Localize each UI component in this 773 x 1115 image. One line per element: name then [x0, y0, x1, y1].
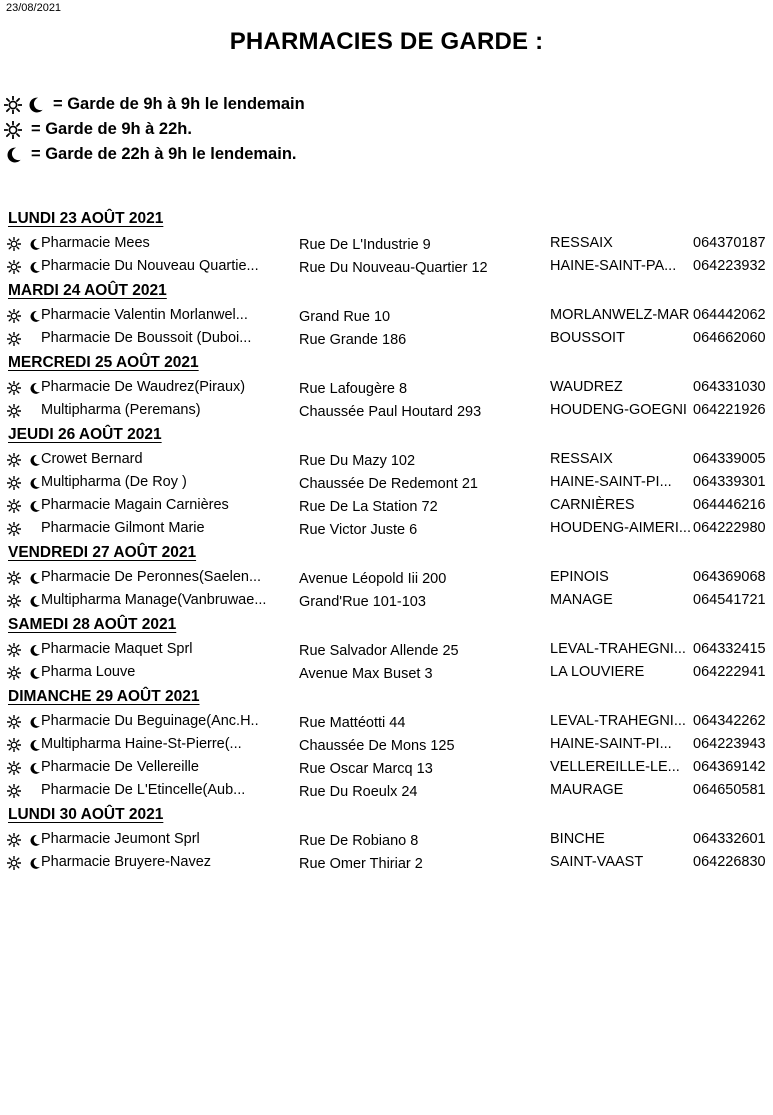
sun-icon — [7, 643, 21, 657]
sun-icon — [7, 833, 21, 847]
moon-icon — [28, 667, 41, 680]
day-heading: SAMEDI 28 AOÛT 2021 — [8, 616, 177, 633]
moon-icon — [28, 857, 41, 870]
duty-icons — [3, 260, 45, 274]
pharmacy-city: HAINE-SAINT-PI... — [550, 736, 672, 752]
legend — [4, 92, 305, 167]
sun-icon — [7, 594, 21, 608]
day-heading: LUNDI 23 AOÛT 2021 — [8, 210, 164, 227]
duty-icons — [3, 332, 45, 346]
pharmacy-city: HOUDENG-GOEGNI — [550, 402, 687, 418]
day-heading: DIMANCHE 29 AOÛT 2021 — [8, 688, 200, 705]
pharmacy-phone: 064222980 — [693, 520, 766, 536]
duty-icons — [3, 784, 45, 798]
pharmacy-address: Rue Du Mazy 102 — [299, 453, 416, 469]
pharmacy-address: Rue Salvador Allende 25 — [299, 643, 459, 659]
pharmacy-address: Chaussée De Mons 125 — [299, 738, 455, 754]
duty-icons — [3, 404, 45, 418]
duty-icons — [3, 381, 45, 395]
sun-icon — [7, 381, 21, 395]
duty-icons — [3, 761, 45, 775]
moon-icon — [28, 477, 41, 490]
pharmacy-phone: 064650581 — [693, 782, 766, 798]
pharmacy-city: SAINT-VAAST — [550, 854, 644, 870]
moon-icon — [28, 572, 41, 585]
moon-icon — [28, 834, 41, 847]
moon-icon — [28, 261, 41, 274]
moon-icon — [28, 762, 41, 775]
pharmacy-row — [0, 448, 773, 471]
sun-icon — [7, 332, 21, 346]
pharmacy-city: LEVAL-TRAHEGNI... — [550, 713, 686, 729]
pharmacy-address: Avenue Léopold Iii 200 — [299, 571, 447, 587]
sun-icon — [7, 499, 21, 513]
day-section — [0, 278, 773, 350]
duty-icons — [3, 856, 45, 870]
pharmacy-city: CARNIÈRES — [550, 497, 635, 513]
pharmacy-row — [0, 376, 773, 399]
duty-icons — [3, 522, 45, 536]
pharmacy-city: HAINE-SAINT-PI... — [550, 474, 672, 490]
duty-icons — [3, 715, 45, 729]
pharmacy-name: Pharmacie Du Nouveau Quartie... — [41, 258, 259, 274]
pharmacy-address: Rue Victor Juste 6 — [299, 522, 418, 538]
pharmacy-name: Multipharma (De Roy ) — [41, 474, 187, 490]
pharmacy-name: Pharmacie Jeumont Sprl — [41, 831, 200, 847]
day-section — [0, 684, 773, 802]
pharmacy-name: Pharmacie Du Beguinage(Anc.H.. — [41, 713, 259, 729]
pharmacy-row — [0, 255, 773, 278]
duty-icons — [3, 237, 45, 251]
pharmacy-row — [0, 232, 773, 255]
legend-icons — [4, 121, 22, 139]
moon-icon — [28, 500, 41, 513]
pharmacy-address: Grand Rue 10 — [299, 309, 391, 325]
pharmacy-address: Rue Lafougère 8 — [299, 381, 408, 397]
pharmacy-name: Pharmacie De Peronnes(Saelen... — [41, 569, 262, 585]
pharmacy-phone: 064331030 — [693, 379, 766, 395]
sun-icon — [7, 522, 21, 536]
pharmacy-city: EPINOIS — [550, 569, 609, 585]
pharmacy-name: Crowet Bernard — [41, 451, 143, 467]
pharmacy-row — [0, 638, 773, 661]
duty-schedule — [0, 206, 773, 874]
pharmacy-row — [0, 471, 773, 494]
pharmacy-phone: 064226830 — [693, 854, 766, 870]
day-section — [0, 540, 773, 612]
duty-icons — [3, 833, 45, 847]
pharmacy-city: HOUDENG-AIMERI... — [550, 520, 691, 536]
print-date: 23/08/2021 — [6, 2, 62, 14]
pharmacy-name: Pharmacie Valentin Morlanwel... — [41, 307, 248, 323]
sun-icon — [4, 96, 22, 114]
sun-icon — [7, 309, 21, 323]
pharmacy-row — [0, 661, 773, 684]
pharmacy-row — [0, 327, 773, 350]
pharmacy-phone: 064339005 — [693, 451, 766, 467]
legend-text: = Garde de 9h à 22h. — [31, 120, 192, 138]
sun-icon — [7, 856, 21, 870]
pharmacy-phone: 064223932 — [693, 258, 766, 274]
sun-icon — [7, 666, 21, 680]
sun-icon — [7, 761, 21, 775]
pharmacy-city: VELLEREILLE-LE... — [550, 759, 680, 775]
sun-icon — [7, 260, 21, 274]
legend-item — [4, 142, 305, 167]
pharmacy-name: Pharmacie De Vellereille — [41, 759, 199, 775]
pharmacy-phone: 064442062 — [693, 307, 766, 323]
pharmacy-row — [0, 733, 773, 756]
sun-icon — [7, 738, 21, 752]
duty-icons — [3, 453, 45, 467]
sun-icon — [7, 571, 21, 585]
pharmacy-city: WAUDREZ — [550, 379, 623, 395]
pharmacy-phone: 064541721 — [693, 592, 766, 608]
pharmacy-address: Chaussée Paul Houtard 293 — [299, 404, 482, 420]
pharmacy-name: Pharmacie De L'Etincelle(Aub... — [41, 782, 246, 798]
pharmacy-phone: 064369142 — [693, 759, 766, 775]
sun-icon — [4, 121, 22, 139]
duty-icons — [3, 738, 45, 752]
pharmacy-phone: 064332415 — [693, 641, 766, 657]
legend-icons — [4, 96, 44, 114]
pharmacy-city: BINCHE — [550, 831, 605, 847]
moon-icon — [28, 238, 41, 251]
moon-icon — [26, 96, 44, 114]
day-section — [0, 422, 773, 540]
pharmacy-city: MAURAGE — [550, 782, 624, 798]
pharmacy-city: BOUSSOIT — [550, 330, 625, 346]
pharmacy-name: Pharmacie Magain Carnières — [41, 497, 229, 513]
pharmacy-name: Pharmacie Maquet Sprl — [41, 641, 193, 657]
pharmacy-row — [0, 566, 773, 589]
pharmacy-address: Rue Oscar Marcq 13 — [299, 761, 433, 777]
pharmacy-phone: 064332601 — [693, 831, 766, 847]
sun-icon — [7, 404, 21, 418]
pharmacy-address: Rue De La Station 72 — [299, 499, 438, 515]
duty-icons — [3, 643, 45, 657]
day-section — [0, 802, 773, 874]
moon-icon — [28, 595, 41, 608]
sun-icon — [7, 453, 21, 467]
pharmacy-address: Avenue Max Buset 3 — [299, 666, 433, 682]
pharmacy-row — [0, 304, 773, 327]
pharmacy-phone: 064222941 — [693, 664, 766, 680]
pharmacy-phone: 064221926 — [693, 402, 766, 418]
pharmacy-name: Pharmacie De Waudrez(Piraux) — [41, 379, 246, 395]
pharmacy-row — [0, 756, 773, 779]
day-heading: JEUDI 26 AOÛT 2021 — [8, 426, 162, 443]
pharmacy-address: Rue Du Nouveau-Quartier 12 — [299, 260, 488, 276]
pharmacy-row — [0, 589, 773, 612]
day-heading: LUNDI 30 AOÛT 2021 — [8, 806, 164, 823]
pharmacy-name: Multipharma Haine-St-Pierre(... — [41, 736, 242, 752]
pharmacy-row — [0, 494, 773, 517]
legend-text: = Garde de 22h à 9h le lendemain. — [31, 145, 297, 163]
duty-icons — [3, 499, 45, 513]
pharmacy-address: Rue Du Roeulx 24 — [299, 784, 418, 800]
moon-icon — [28, 716, 41, 729]
pharmacy-row — [0, 851, 773, 874]
day-heading: MERCREDI 25 AOÛT 2021 — [8, 354, 199, 371]
sun-icon — [7, 237, 21, 251]
pharmacy-name: Pharmacie De Boussoit (Duboi... — [41, 330, 252, 346]
legend-text: = Garde de 9h à 9h le lendemain — [53, 95, 305, 113]
pharmacy-name: Pharmacie Bruyere-Navez — [41, 854, 212, 870]
pharmacy-row — [0, 399, 773, 422]
moon-icon — [4, 146, 22, 164]
day-heading: MARDI 24 AOÛT 2021 — [8, 282, 167, 299]
pharmacy-phone: 064342262 — [693, 713, 766, 729]
moon-icon — [28, 382, 41, 395]
pharmacy-name: Pharmacie Gilmont Marie — [41, 520, 205, 536]
moon-icon — [28, 310, 41, 323]
duty-icons — [3, 309, 45, 323]
pharmacy-address: Rue Omer Thiriar 2 — [299, 856, 423, 872]
pharmacy-address: Grand'Rue 101-103 — [299, 594, 426, 610]
pharmacy-phone: 064446216 — [693, 497, 766, 513]
pharmacy-phone: 064369068 — [693, 569, 766, 585]
sun-icon — [7, 715, 21, 729]
moon-icon — [28, 739, 41, 752]
duty-icons — [3, 476, 45, 490]
pharmacy-phone: 064339301 — [693, 474, 766, 490]
pharmacy-row — [0, 779, 773, 802]
pharmacy-row — [0, 710, 773, 733]
pharmacy-city: LA LOUVIERE — [550, 664, 645, 680]
pharmacy-city: RESSAIX — [550, 451, 613, 467]
pharmacy-name: Pharma Louve — [41, 664, 136, 680]
pharmacy-phone: 064370187 — [693, 235, 766, 251]
duty-icons — [3, 594, 45, 608]
sun-icon — [7, 784, 21, 798]
duty-icons — [3, 666, 45, 680]
pharmacy-address: Rue Mattéotti 44 — [299, 715, 406, 731]
sun-icon — [7, 476, 21, 490]
legend-item — [4, 92, 305, 117]
pharmacy-address: Chaussée De Redemont 21 — [299, 476, 478, 492]
pharmacy-city: RESSAIX — [550, 235, 613, 251]
page-title: PHARMACIES DE GARDE : — [229, 28, 544, 55]
day-section — [0, 206, 773, 278]
legend-icons — [4, 146, 22, 164]
moon-icon — [28, 454, 41, 467]
day-section — [0, 350, 773, 422]
pharmacy-address: Rue De L'Industrie 9 — [299, 237, 431, 253]
day-section — [0, 612, 773, 684]
pharmacy-address: Rue Grande 186 — [299, 332, 407, 348]
moon-icon — [28, 644, 41, 657]
duty-icons — [3, 571, 45, 585]
pharmacy-city: LEVAL-TRAHEGNI... — [550, 641, 686, 657]
pharmacy-row — [0, 517, 773, 540]
pharmacy-city: MANAGE — [550, 592, 613, 608]
pharmacy-phone: 064223943 — [693, 736, 766, 752]
legend-item — [4, 117, 305, 142]
day-heading: VENDREDI 27 AOÛT 2021 — [8, 544, 197, 561]
pharmacy-name: Multipharma Manage(Vanbruwae... — [41, 592, 267, 608]
pharmacy-city: MORLANWELZ-MAR — [550, 307, 690, 323]
pharmacy-city: HAINE-SAINT-PA... — [550, 258, 677, 274]
pharmacy-row — [0, 828, 773, 851]
pharmacy-address: Rue De Robiano 8 — [299, 833, 419, 849]
pharmacy-name: Pharmacie Mees — [41, 235, 150, 251]
pharmacy-phone: 064662060 — [693, 330, 766, 346]
pharmacy-name: Multipharma (Peremans) — [41, 402, 201, 418]
